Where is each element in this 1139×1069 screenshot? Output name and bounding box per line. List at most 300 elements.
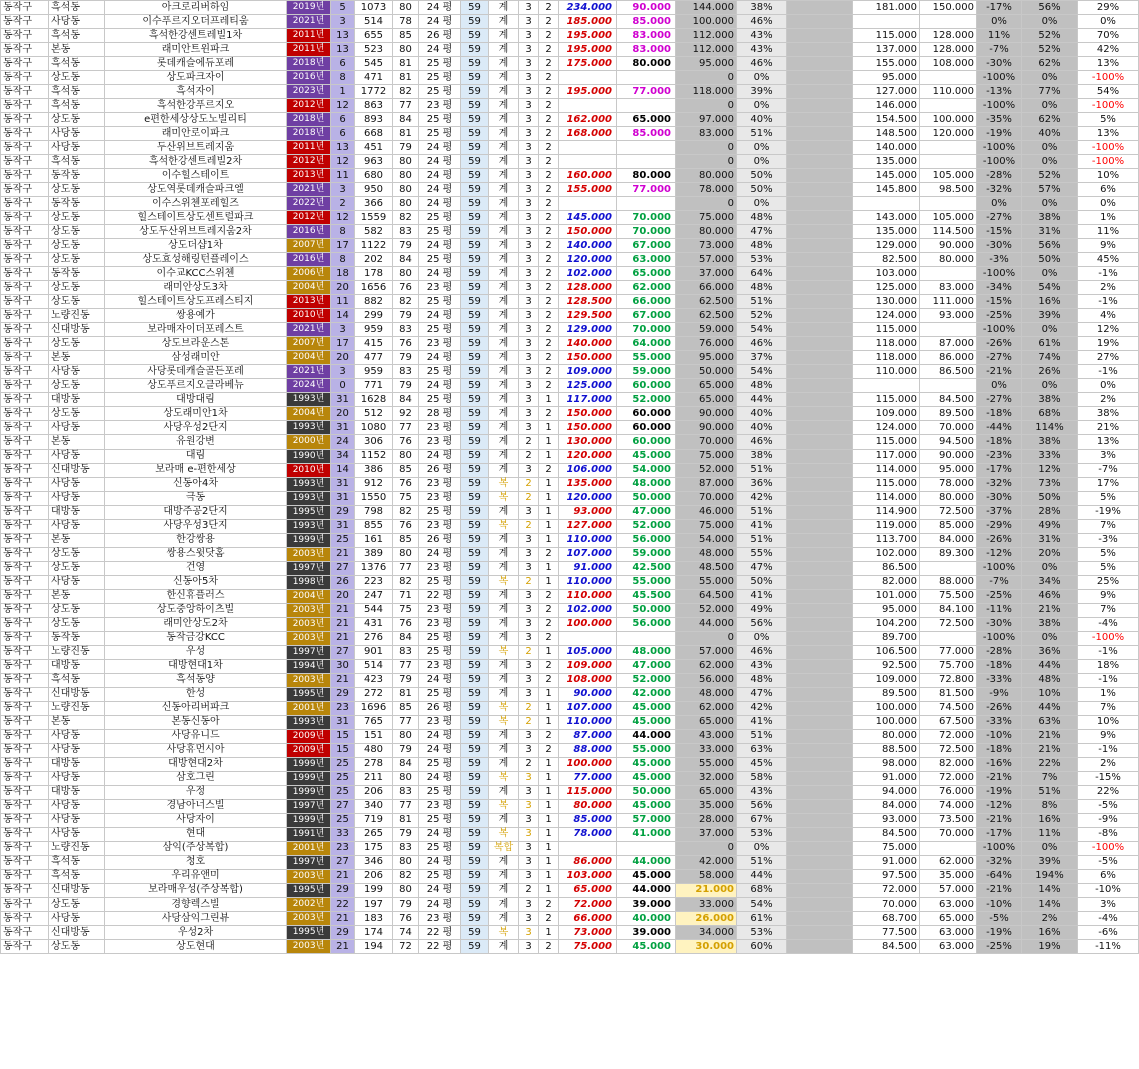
cell-baths: 1 [539,575,559,589]
cell-prev-high [853,15,920,29]
cell-neighborhood: 상도동 [49,603,105,617]
cell-area-m2: 76 [393,337,419,351]
cell-change-rate: -100% [1078,99,1139,113]
cell-neighborhood: 사당동 [49,827,105,841]
cell-rooms: 3 [519,505,539,519]
cell-neighborhood: 노량진동 [49,645,105,659]
cell-jeonse-ratio: 46% [737,645,787,659]
cell-pyeong: 25 평 [419,85,461,99]
cell-gap: 0 [676,99,737,113]
cell-blank [787,323,853,337]
cell-jeonse-price: 55.000 [617,575,676,589]
cell-built-year: 1997년 [287,645,331,659]
cell-area-m2: 74 [393,926,419,940]
cell-area-m2: 80 [393,547,419,561]
cell-sale-price: 73.000 [559,926,617,940]
cell-rise-from-low: 21% [1022,729,1078,743]
cell-area-m2: 79 [393,351,419,365]
cell-rise-from-low: 0% [1022,561,1078,575]
cell-neighborhood: 상도동 [49,113,105,127]
cell-sale-price: 185.000 [559,15,617,29]
cell-rise-from-low: 54% [1022,281,1078,295]
cell-baths: 1 [539,841,559,855]
cell-blank [787,253,853,267]
cell-change-rate: -5% [1078,799,1139,813]
cell-complex-name: 우정 [105,785,287,799]
cell-age: 5 [331,1,355,15]
cell-households: 959 [355,365,393,379]
table-row [1,855,1139,869]
cell-change-from-high: -64% [977,869,1022,883]
cell-baths: 2 [539,85,559,99]
cell-rooms: 3 [519,393,539,407]
cell-change-from-high: -25% [977,589,1022,603]
cell-age: 27 [331,645,355,659]
cell-households: 719 [355,813,393,827]
cell-gap: 62.000 [676,701,737,715]
cell-age: 13 [331,43,355,57]
cell-pyeong: 24 평 [419,855,461,869]
cell-blank [787,757,853,771]
cell-district: 동작구 [1,519,49,533]
cell-age: 12 [331,155,355,169]
cell-built-year: 2021년 [287,365,331,379]
cell-jeonse-ratio: 49% [737,603,787,617]
cell-jeonse-price: 80.000 [617,57,676,71]
cell-built-year: 2022년 [287,197,331,211]
cell-jeonse-ratio: 51% [737,463,787,477]
cell-rooms: 3 [519,407,539,421]
cell-jeonse-ratio: 48% [737,211,787,225]
cell-jeonse-price [617,141,676,155]
cell-neighborhood: 동작동 [49,631,105,645]
cell-gap: 83.000 [676,127,737,141]
cell-district: 동작구 [1,715,49,729]
cell-supply-m2: 59 [461,43,489,57]
cell-change-from-high: -12% [977,799,1022,813]
cell-change-from-high: -5% [977,912,1022,926]
cell-rooms: 3 [519,771,539,785]
cell-supply-m2: 59 [461,15,489,29]
cell-rise-from-low: 0% [1022,197,1078,211]
cell-prev-high: 117.000 [853,449,920,463]
cell-baths: 1 [539,701,559,715]
cell-change-from-high: -30% [977,491,1022,505]
cell-type: 계 [489,127,519,141]
cell-age: 29 [331,883,355,897]
cell-pyeong: 25 평 [419,631,461,645]
cell-change-from-high: -26% [977,533,1022,547]
cell-prev-low: 89.300 [920,547,977,561]
cell-baths: 1 [539,519,559,533]
cell-change-rate: 45% [1078,253,1139,267]
cell-blank [787,869,853,883]
cell-built-year: 2004년 [287,351,331,365]
cell-prev-high: 100.000 [853,701,920,715]
cell-district: 동작구 [1,127,49,141]
cell-neighborhood: 사당동 [49,491,105,505]
cell-sale-price: 168.000 [559,127,617,141]
cell-change-from-high: -27% [977,351,1022,365]
cell-jeonse-ratio: 51% [737,533,787,547]
cell-sale-price: 90.000 [559,687,617,701]
cell-change-rate: 9% [1078,729,1139,743]
table-row [1,743,1139,757]
cell-jeonse-price: 70.000 [617,211,676,225]
cell-area-m2: 79 [393,673,419,687]
cell-complex-name: 사당우성3단지 [105,519,287,533]
cell-prev-low: 120.000 [920,127,977,141]
cell-prev-low: 86.500 [920,365,977,379]
cell-jeonse-price: 45.000 [617,940,676,954]
table-row [1,841,1139,855]
cell-pyeong: 23 평 [419,99,461,113]
cell-jeonse-price: 60.000 [617,407,676,421]
cell-complex-name: 상도효성해링턴플레이스 [105,253,287,267]
cell-change-rate: -1% [1078,645,1139,659]
cell-prev-low: 88.000 [920,575,977,589]
cell-type: 복 [489,827,519,841]
cell-rise-from-low: 74% [1022,351,1078,365]
cell-age: 31 [331,519,355,533]
cell-supply-m2: 59 [461,729,489,743]
cell-area-m2: 80 [393,43,419,57]
cell-baths: 2 [539,99,559,113]
cell-prev-low: 98.500 [920,183,977,197]
cell-supply-m2: 59 [461,71,489,85]
cell-complex-name: 우리유앤미 [105,869,287,883]
cell-age: 20 [331,281,355,295]
cell-gap: 55.000 [676,575,737,589]
cell-sale-price: 109.000 [559,659,617,673]
cell-complex-name: 보라매우성(주상복합) [105,883,287,897]
cell-blank [787,912,853,926]
cell-supply-m2: 59 [461,267,489,281]
cell-prev-high: 130.000 [853,295,920,309]
cell-area-m2: 80 [393,883,419,897]
cell-baths: 2 [539,589,559,603]
cell-complex-name: 신동아리버파크 [105,701,287,715]
cell-jeonse-price: 47.000 [617,505,676,519]
table-row [1,883,1139,897]
cell-age: 15 [331,743,355,757]
cell-jeonse-price [617,197,676,211]
cell-prev-low: 89.500 [920,407,977,421]
cell-prev-high: 95.000 [853,71,920,85]
cell-change-from-high: -10% [977,898,1022,912]
cell-built-year: 1999년 [287,757,331,771]
cell-prev-high: 110.000 [853,365,920,379]
cell-prev-low [920,267,977,281]
cell-type: 계 [489,631,519,645]
cell-change-from-high: -21% [977,883,1022,897]
cell-sale-price: 102.000 [559,603,617,617]
cell-type: 계 [489,281,519,295]
cell-jeonse-ratio: 39% [737,85,787,99]
table-row [1,491,1139,505]
cell-blank [787,940,853,954]
cell-age: 13 [331,29,355,43]
cell-pyeong: 24 평 [419,729,461,743]
cell-gap: 65.000 [676,393,737,407]
cell-type: 복 [489,519,519,533]
cell-rooms: 3 [519,533,539,547]
table-row [1,43,1139,57]
cell-sale-price: 107.000 [559,701,617,715]
cell-rise-from-low: 0% [1022,99,1078,113]
cell-prev-low: 81.500 [920,687,977,701]
cell-change-rate: -1% [1078,365,1139,379]
cell-complex-name: 상도더샵1차 [105,239,287,253]
table-row [1,225,1139,239]
cell-prev-high: 115.000 [853,29,920,43]
cell-area-m2: 85 [393,463,419,477]
cell-change-rate: 13% [1078,57,1139,71]
cell-type: 계 [489,898,519,912]
cell-type: 계 [489,393,519,407]
cell-gap: 65.000 [676,715,737,729]
cell-rise-from-low: 48% [1022,673,1078,687]
cell-pyeong: 23 평 [419,519,461,533]
cell-built-year: 2010년 [287,463,331,477]
cell-complex-name: 우성2차 [105,926,287,940]
cell-age: 11 [331,295,355,309]
cell-age: 31 [331,421,355,435]
cell-change-from-high: -33% [977,673,1022,687]
cell-rise-from-low: 19% [1022,940,1078,954]
cell-sale-price: 135.000 [559,477,617,491]
cell-complex-name: 상도중앙하이츠빌 [105,603,287,617]
cell-prev-high: 101.000 [853,589,920,603]
cell-jeonse-ratio: 38% [737,1,787,15]
cell-rise-from-low: 63% [1022,715,1078,729]
cell-pyeong: 26 평 [419,533,461,547]
cell-sale-price: 110.000 [559,589,617,603]
cell-neighborhood: 상도동 [49,239,105,253]
cell-gap: 76.000 [676,337,737,351]
cell-rooms: 2 [519,449,539,463]
cell-jeonse-price: 50.000 [617,491,676,505]
cell-pyeong: 24 평 [419,267,461,281]
cell-rise-from-low: 34% [1022,575,1078,589]
cell-district: 동작구 [1,365,49,379]
cell-jeonse-price: 60.000 [617,379,676,393]
cell-type: 계 [489,379,519,393]
cell-rooms: 3 [519,673,539,687]
cell-complex-name: 대방현대1차 [105,659,287,673]
cell-jeonse-ratio: 0% [737,71,787,85]
cell-baths: 2 [539,197,559,211]
cell-supply-m2: 59 [461,197,489,211]
cell-blank [787,155,853,169]
cell-complex-name: 동작금강KCC [105,631,287,645]
cell-pyeong: 25 평 [419,127,461,141]
cell-rise-from-low: 114% [1022,421,1078,435]
cell-neighborhood: 상도동 [49,337,105,351]
cell-supply-m2: 59 [461,743,489,757]
cell-neighborhood: 상도동 [49,253,105,267]
cell-change-from-high: -25% [977,940,1022,954]
cell-households: 668 [355,127,393,141]
cell-sale-price: 100.000 [559,757,617,771]
cell-prev-high: 109.000 [853,673,920,687]
cell-jeonse-ratio: 53% [737,827,787,841]
cell-jeonse-price: 45.000 [617,715,676,729]
cell-type: 계 [489,505,519,519]
cell-baths: 2 [539,57,559,71]
cell-gap: 112.000 [676,29,737,43]
cell-area-m2: 71 [393,589,419,603]
cell-rooms: 3 [519,687,539,701]
cell-gap: 112.000 [676,43,737,57]
cell-neighborhood: 사당동 [49,912,105,926]
cell-baths: 2 [539,379,559,393]
cell-change-from-high: -21% [977,771,1022,785]
cell-change-rate: -1% [1078,267,1139,281]
cell-rise-from-low: 14% [1022,883,1078,897]
cell-jeonse-ratio: 58% [737,771,787,785]
cell-age: 8 [331,253,355,267]
cell-prev-low [920,71,977,85]
cell-rooms: 3 [519,337,539,351]
cell-sale-price: 195.000 [559,85,617,99]
cell-supply-m2: 59 [461,785,489,799]
cell-gap: 95.000 [676,57,737,71]
cell-prev-low: 105.000 [920,211,977,225]
cell-rooms: 3 [519,421,539,435]
cell-households: 278 [355,757,393,771]
cell-households: 477 [355,351,393,365]
cell-households: 206 [355,785,393,799]
cell-district: 동작구 [1,113,49,127]
cell-jeonse-ratio: 51% [737,855,787,869]
cell-rise-from-low: 0% [1022,141,1078,155]
cell-age: 29 [331,505,355,519]
cell-area-m2: 80 [393,267,419,281]
cell-change-rate: 5% [1078,491,1139,505]
cell-rooms: 3 [519,365,539,379]
cell-blank [787,351,853,365]
cell-prev-high: 92.500 [853,659,920,673]
cell-change-from-high: -29% [977,519,1022,533]
cell-supply-m2: 59 [461,687,489,701]
cell-change-from-high: -33% [977,715,1022,729]
cell-area-m2: 85 [393,533,419,547]
cell-complex-name: 이수교KCC스위첸 [105,267,287,281]
cell-gap: 33.000 [676,898,737,912]
cell-rooms: 2 [519,701,539,715]
table-row [1,421,1139,435]
table-row [1,617,1139,631]
cell-change-from-high: -15% [977,225,1022,239]
cell-rise-from-low: 20% [1022,547,1078,561]
cell-complex-name: 경남아너스빌 [105,799,287,813]
cell-rooms: 2 [519,883,539,897]
cell-supply-m2: 59 [461,547,489,561]
cell-baths: 2 [539,169,559,183]
cell-households: 423 [355,673,393,687]
cell-blank [787,267,853,281]
cell-prev-high: 115.000 [853,323,920,337]
table-row [1,239,1139,253]
cell-pyeong: 25 평 [419,295,461,309]
cell-area-m2: 77 [393,421,419,435]
table-row [1,15,1139,29]
cell-age: 21 [331,940,355,954]
cell-complex-name: 극동 [105,491,287,505]
cell-baths: 1 [539,757,559,771]
cell-rooms: 3 [519,869,539,883]
cell-prev-high: 124.000 [853,309,920,323]
cell-prev-low: 83.000 [920,281,977,295]
cell-jeonse-ratio: 43% [737,659,787,673]
cell-neighborhood: 사당동 [49,813,105,827]
cell-supply-m2: 59 [461,365,489,379]
cell-pyeong: 22 평 [419,589,461,603]
cell-district: 동작구 [1,337,49,351]
cell-sale-price: 125.000 [559,379,617,393]
cell-pyeong: 25 평 [419,505,461,519]
cell-pyeong: 25 평 [419,253,461,267]
cell-change-from-high: 0% [977,379,1022,393]
cell-district: 동작구 [1,631,49,645]
cell-rooms: 3 [519,631,539,645]
table-row [1,183,1139,197]
cell-pyeong: 28 평 [419,407,461,421]
cell-change-rate: 10% [1078,715,1139,729]
cell-sale-price: 85.000 [559,813,617,827]
cell-prev-low [920,561,977,575]
cell-prev-low [920,155,977,169]
cell-prev-low: 63.000 [920,898,977,912]
cell-type: 계 [489,267,519,281]
cell-jeonse-price: 65.000 [617,113,676,127]
cell-complex-name: 삼성래미안 [105,351,287,365]
cell-supply-m2: 59 [461,715,489,729]
cell-jeonse-price: 54.000 [617,463,676,477]
cell-built-year: 2000년 [287,435,331,449]
cell-supply-m2: 59 [461,575,489,589]
cell-type: 계 [489,813,519,827]
cell-built-year: 2002년 [287,898,331,912]
cell-blank [787,799,853,813]
cell-built-year: 2003년 [287,547,331,561]
cell-supply-m2: 59 [461,533,489,547]
cell-rooms: 3 [519,281,539,295]
cell-jeonse-price: 70.000 [617,225,676,239]
cell-supply-m2: 59 [461,898,489,912]
cell-sale-price: 75.000 [559,940,617,954]
cell-prev-low: 110.000 [920,85,977,99]
cell-neighborhood: 사당동 [49,15,105,29]
cell-rooms: 3 [519,29,539,43]
cell-rise-from-low: 16% [1022,926,1078,940]
cell-households: 544 [355,603,393,617]
cell-change-from-high: -7% [977,43,1022,57]
cell-age: 14 [331,309,355,323]
cell-prev-low: 72.000 [920,771,977,785]
cell-built-year: 2003년 [287,617,331,631]
cell-baths: 1 [539,771,559,785]
cell-pyeong: 23 평 [419,659,461,673]
cell-area-m2: 85 [393,29,419,43]
cell-prev-low: 105.000 [920,169,977,183]
cell-prev-low: 82.000 [920,757,977,771]
cell-change-rate: 13% [1078,435,1139,449]
table-row [1,547,1139,561]
cell-prev-high: 115.000 [853,435,920,449]
cell-change-rate: -100% [1078,155,1139,169]
